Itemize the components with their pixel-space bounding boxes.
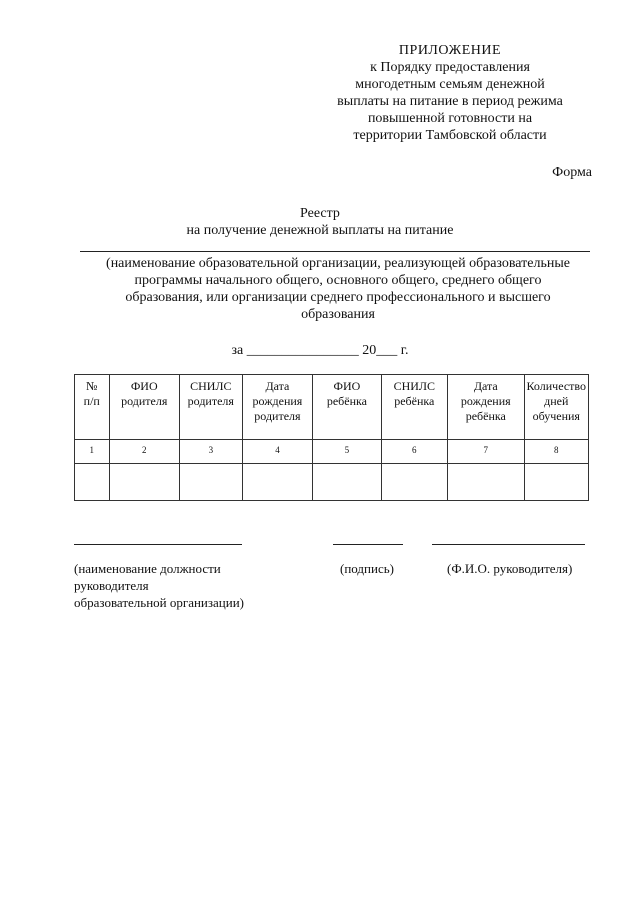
- appendix-line: к Порядку предоставления: [370, 60, 530, 75]
- header-text: ФИО: [333, 379, 361, 393]
- table-cell: [313, 464, 381, 501]
- form-label: Форма: [552, 165, 592, 180]
- table-cell: [448, 464, 524, 501]
- appendix-title: ПРИЛОЖЕНИЕ: [398, 43, 502, 58]
- appendix-line: территории Тамбовской области: [353, 128, 547, 143]
- header-cell-child-name: [313, 375, 381, 440]
- appendix-block: [300, 42, 600, 144]
- document-title: Реестр: [300, 206, 340, 221]
- position-caption-line: руководителя: [74, 578, 149, 593]
- header-text: родителя: [254, 409, 301, 423]
- header-cell-parent-birthdate: [242, 375, 313, 440]
- document-subtitle: на получение денежной выплаты на питание: [186, 223, 454, 238]
- appendix-line: многодетным семьям денежной: [355, 77, 545, 92]
- header-cell-child-snils: [381, 375, 447, 440]
- table-row-column-numbers: [75, 440, 589, 464]
- signature-caption: (подпись): [340, 561, 394, 576]
- header-text: родителя: [121, 394, 168, 408]
- header-cell-number: [75, 375, 110, 440]
- document-heading: [0, 205, 640, 239]
- table-cell: [109, 464, 179, 501]
- organization-caption-line: (наименование образовательной организации, реализующей образовательные: [106, 256, 570, 271]
- position-caption-line: образовательной организации): [74, 595, 244, 610]
- table-cell: [179, 464, 242, 501]
- header-cell-parent-name: [109, 375, 179, 440]
- name-caption: (Ф.И.О. руководителя): [447, 561, 573, 576]
- name-signature-line: [432, 544, 585, 545]
- organization-caption-line: образования: [301, 307, 375, 322]
- appendix-line: повышенной готовности на: [367, 111, 533, 126]
- column-number-cell: 5: [313, 440, 381, 464]
- header-text: п/п: [83, 394, 100, 408]
- header-cell-child-birthdate: [448, 375, 524, 440]
- header-text: рождения: [252, 394, 303, 408]
- header-text: родителя: [187, 394, 234, 408]
- column-number-cell: 1: [75, 440, 110, 464]
- column-number-cell: 6: [381, 440, 447, 464]
- header-text: СНИЛС: [190, 379, 232, 393]
- header-text: ребёнка: [394, 394, 435, 408]
- table-row: [75, 464, 589, 501]
- column-number-cell: 4: [242, 440, 313, 464]
- header-cell-parent-snils: [179, 375, 242, 440]
- appendix-line: выплаты на питание в период режима: [337, 94, 563, 109]
- header-text: Дата: [473, 379, 498, 393]
- header-text: Количество: [526, 379, 586, 393]
- organization-caption: [78, 255, 598, 323]
- header-text: рождения: [460, 394, 511, 408]
- position-caption-line: (наименование должности: [74, 561, 221, 576]
- header-text: дней: [544, 394, 569, 408]
- table-header-row: [75, 375, 589, 440]
- table-cell: [242, 464, 313, 501]
- organization-caption-line: программы начального общего, основного общего, среднего общего: [134, 273, 542, 288]
- position-caption: [74, 560, 274, 611]
- organization-caption-line: образования, или организации среднего профессионального и высшего: [125, 290, 551, 305]
- header-text: №: [86, 379, 98, 393]
- report-period: за ________________ 20___ г.: [231, 343, 409, 358]
- signature-line: [333, 544, 403, 545]
- table-cell: [524, 464, 588, 501]
- column-number-cell: 2: [109, 440, 179, 464]
- column-number-cell: 3: [179, 440, 242, 464]
- header-text: ребёнка: [465, 409, 506, 423]
- header-text: ФИО: [130, 379, 158, 393]
- registry-table: [74, 374, 589, 501]
- header-text: ребёнка: [326, 394, 367, 408]
- position-signature-line: [74, 544, 242, 545]
- header-text: Дата: [265, 379, 290, 393]
- header-text: СНИЛС: [393, 379, 436, 393]
- column-number-cell: 8: [524, 440, 588, 464]
- table-cell: [381, 464, 447, 501]
- header-cell-days: [524, 375, 588, 440]
- column-number-cell: 7: [448, 440, 524, 464]
- header-text: обучения: [532, 409, 580, 423]
- table-cell: [75, 464, 110, 501]
- organization-name-line: [80, 251, 590, 252]
